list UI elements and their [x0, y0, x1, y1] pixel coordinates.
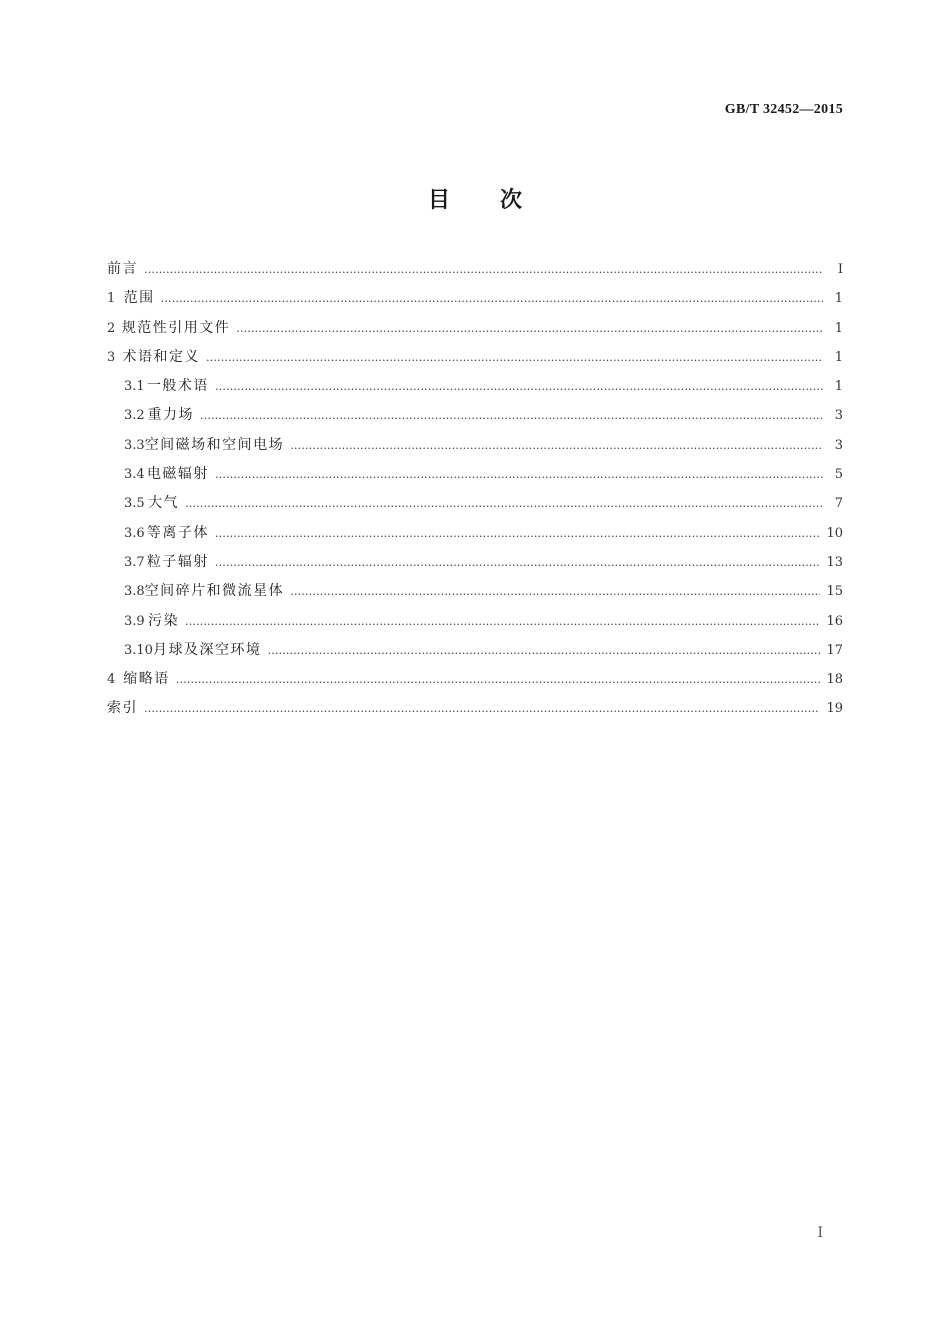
toc-entry-page: 13 — [826, 554, 843, 570]
toc-entry-contamination[interactable] — [107, 610, 843, 639]
toc-entry-text: 粒子辐射 — [146, 553, 209, 570]
toc-entry-number: 3.1 — [124, 379, 145, 395]
toc-entry-text: 污染 — [147, 612, 179, 629]
toc-entry-scope[interactable] — [107, 287, 843, 316]
toc-entry-text: 等离子体 — [146, 524, 209, 541]
toc-entry-foreword[interactable] — [107, 258, 843, 287]
toc-entry-lunar-deep-space[interactable] — [107, 639, 843, 668]
toc-entry-page: Ⅰ — [837, 262, 843, 277]
toc-leader-dots — [144, 702, 820, 715]
toc-leader-dots — [215, 380, 823, 393]
toc-entry-text: 月球及深空环境 — [152, 641, 262, 658]
toc-leader-dots — [200, 409, 823, 422]
page-title: 目次 — [427, 188, 572, 213]
toc-entry-abbreviations[interactable] — [107, 668, 843, 697]
toc-entry-text: 前言 — [107, 261, 138, 277]
toc-entry-text: 缩略语 — [123, 671, 170, 688]
toc-entry-text: 范围 — [123, 290, 155, 307]
toc-entry-number: 3.9 — [124, 613, 145, 629]
toc-entry-page: 1 — [834, 349, 843, 365]
toc-entry-number: 3.4 — [124, 467, 145, 483]
toc-entry-number: 3.6 — [124, 525, 145, 541]
toc-entry-number: 3.10 — [124, 642, 153, 658]
toc-entry-gravity-field[interactable] — [107, 404, 843, 433]
toc-entry-space-debris[interactable] — [107, 580, 843, 609]
toc-entry-plasma[interactable] — [107, 522, 843, 551]
toc-leader-dots — [176, 673, 821, 686]
toc-leader-dots — [215, 468, 823, 481]
standard-code: GB/T 32452—2015 — [724, 102, 843, 117]
toc-entry-electromagnetic-radiation[interactable] — [107, 463, 843, 492]
toc-entry-number: 2 — [107, 320, 116, 336]
toc-entry-normative-references[interactable] — [107, 317, 843, 346]
page-number: Ⅰ — [817, 1225, 823, 1241]
toc-leader-dots — [290, 439, 823, 452]
toc-entry-number: 3 — [107, 349, 116, 365]
toc-leader-dots — [215, 527, 821, 540]
toc-leader-dots — [144, 263, 823, 276]
toc-entry-atmosphere[interactable] — [107, 492, 843, 521]
toc-leader-dots — [185, 615, 820, 628]
toc-entry-page: 17 — [826, 642, 843, 658]
toc-entry-text: 空间碎片和微流星体 — [144, 583, 285, 600]
toc-entry-page: 16 — [826, 613, 843, 629]
toc-entry-text: 术语和定义 — [122, 348, 201, 365]
toc-entry-number: 3.5 — [124, 496, 145, 512]
toc-entry-page: 1 — [834, 320, 843, 336]
toc-entry-text: 电磁辐射 — [146, 466, 209, 483]
toc-entry-page: 3 — [834, 408, 843, 424]
toc-entry-text: 重力场 — [147, 407, 194, 424]
toc-entry-page: 1 — [834, 379, 843, 395]
toc-leader-dots — [236, 322, 823, 335]
toc-entry-page: 1 — [834, 291, 843, 307]
toc-entry-number: 3.2 — [124, 408, 145, 424]
toc-entry-text: 大气 — [148, 495, 180, 512]
toc-leader-dots — [185, 497, 823, 510]
toc-entry-number: 3.8 — [124, 584, 145, 600]
toc-leader-dots — [267, 644, 820, 657]
toc-entry-magnetic-electric-field[interactable] — [107, 434, 843, 463]
toc-entry-number: 3.3 — [124, 437, 145, 453]
toc-entry-number: 3.7 — [124, 554, 145, 570]
toc-entry-page: 5 — [834, 467, 843, 483]
toc-leader-dots — [215, 556, 821, 569]
toc-entry-terms-definitions[interactable] — [107, 346, 843, 375]
toc-entry-index[interactable] — [107, 697, 843, 726]
toc-leader-dots — [290, 585, 820, 598]
toc-entry-text: 索引 — [107, 700, 138, 717]
toc-entry-text: 空间磁场和空间电场 — [144, 436, 285, 453]
toc-entry-page: 19 — [826, 701, 843, 717]
toc-entry-number: 1 — [107, 291, 116, 307]
table-of-contents — [107, 258, 843, 727]
toc-entry-page: 15 — [826, 584, 843, 600]
toc-entry-general-terms[interactable] — [107, 375, 843, 404]
toc-leader-dots — [206, 351, 823, 364]
toc-entry-page: 7 — [834, 496, 843, 512]
toc-entry-text: 一般术语 — [146, 378, 209, 395]
toc-entry-page: 18 — [826, 672, 843, 688]
toc-entry-number: 4 — [107, 672, 116, 688]
toc-entry-page: 10 — [826, 525, 843, 541]
toc-entry-text: 规范性引用文件 — [121, 319, 231, 336]
toc-entry-particle-radiation[interactable] — [107, 551, 843, 580]
toc-entry-page: 3 — [834, 437, 843, 453]
toc-leader-dots — [161, 292, 823, 305]
